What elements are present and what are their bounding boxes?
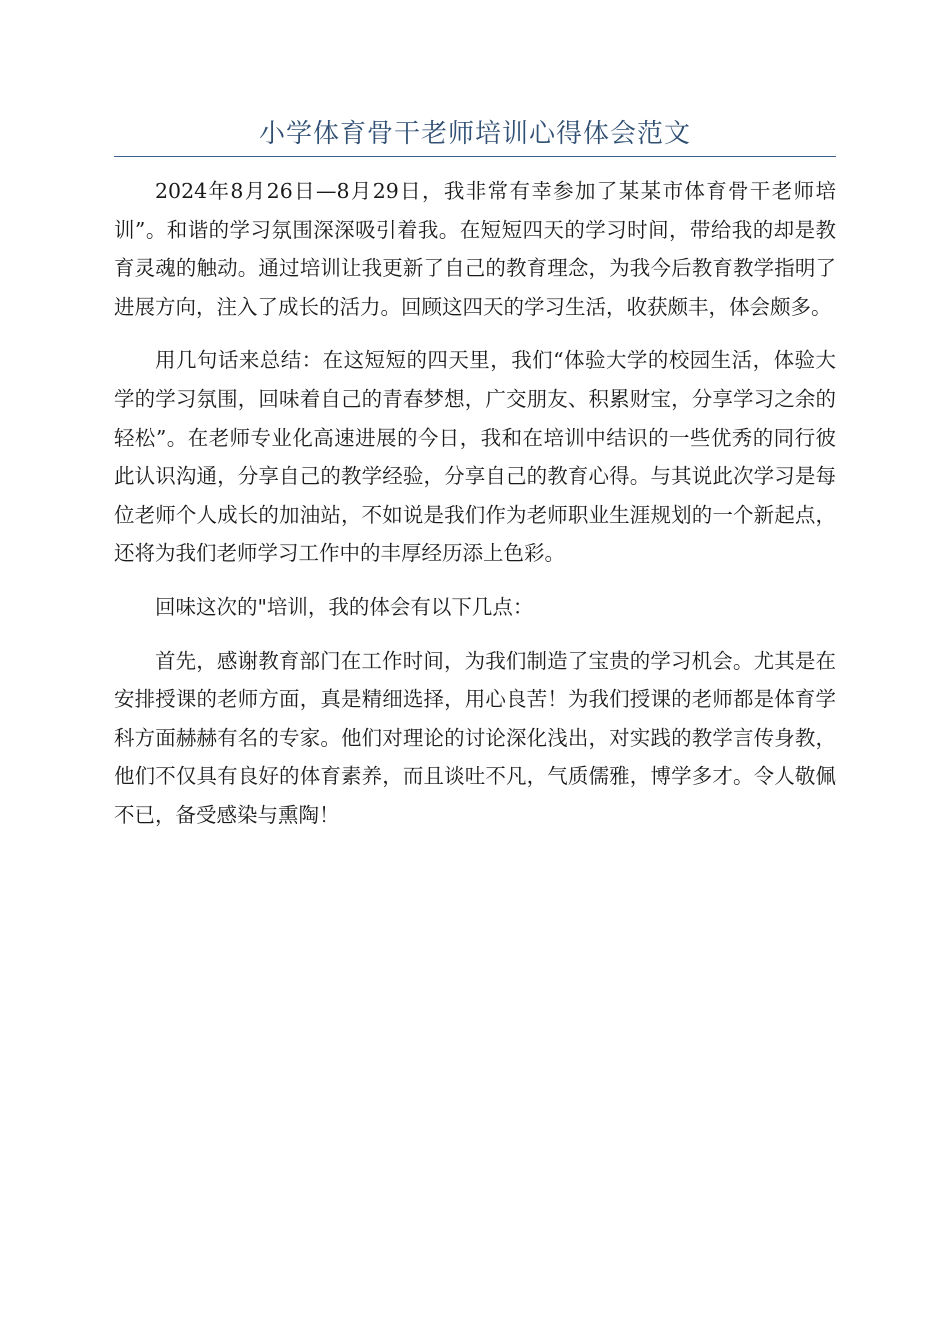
document-title: 小学体育骨干老师培训心得体会范文 xyxy=(258,119,691,149)
paragraph-reflection-lead: 回味这次的"培训，我的体会有以下几点： xyxy=(155,594,534,619)
title-block xyxy=(114,112,836,157)
document-body xyxy=(114,172,836,850)
paragraph-summary: 用几句话来总结：在这短短的四天里，我们“体验大学的校园生活，体验大学的学习氛围，回味着自己的青春梦想，广交朋友、积累财宝，分享学习之余的轻松”。在老师专业化高速进展的今日，我和在培训中结识的一些优秀的同行彼此认识沟通，分享自己的教学经验，分享自己的教育心得。与其说此次学习是每位老师个人成长的加油站，不如说是我们作为老师职业生涯规划的一个新起点，还将为我们老师学习工作中的丰厚经历添上色彩。 xyxy=(114,348,836,566)
paragraph-first-point: 首先，感谢教育部门在工作时间，为我们制造了宝贵的学习机会。尤其是在安排授课的老师方面，真是精细选择，用心良苦！为我们授课的老师都是体育学科方面赫赫有名的专家。他们对理论的讨论深化浅出，对实践的教学言传身教，他们不仅具有良好的体育素养，而且谈吐不凡，气质儒雅，博学多才。令人敬佩不已，备受感染与熏陶！ xyxy=(114,648,836,827)
paragraph-intro: 2024年8月26日—8月29日，我非常有幸参加了某某市体育骨干老师培训”。和谐的学习氛围深深吸引着我。在短短四天的学习时间，带给我的却是教育灵魂的触动。通过培训让我更新了自己的教育理念，为我今后教育教学指明了进展方向，注入了成长的活力。回顾这四天的学习生活，收获颇丰，体会颇多。 xyxy=(114,179,836,319)
